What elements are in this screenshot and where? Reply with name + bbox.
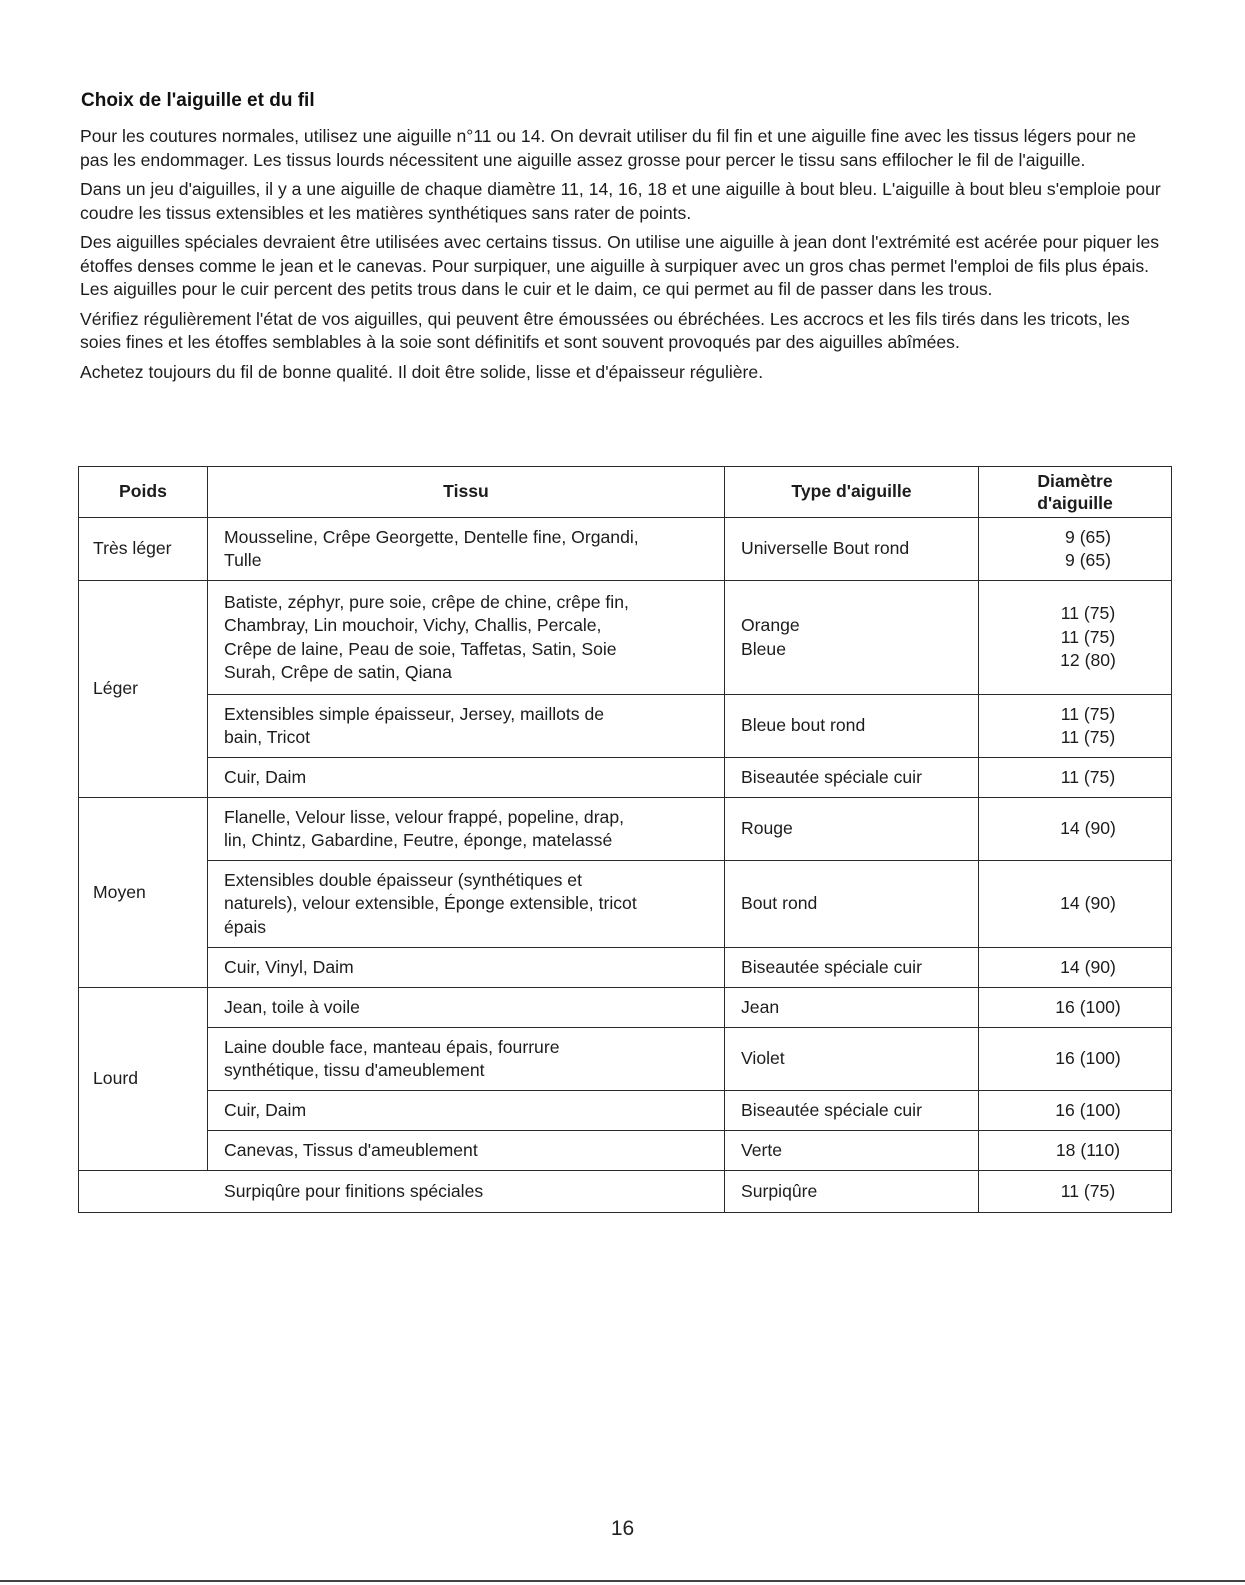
needle-cell: Bout rond	[725, 861, 979, 948]
table-row	[79, 1091, 1172, 1131]
fabric-text: Extensibles double épaisseur (synthétiques et naturels), velour extensible, Éponge extensible, tricot épais	[224, 869, 637, 937]
needle-cell: Verte	[725, 1131, 979, 1171]
fabric-cell	[208, 861, 725, 948]
table-row	[79, 988, 1172, 1028]
fabric-text: Extensibles simple épaisseur, Jersey, maillots de bain, Tricot	[224, 703, 605, 747]
header-diameter	[979, 467, 1172, 518]
needle-cell: Violet	[725, 1028, 979, 1091]
table-row	[79, 861, 1172, 948]
fabric-cell	[208, 1028, 725, 1091]
diameter-text: 11 (75) 11 (75) 12 (80)	[1060, 603, 1116, 671]
table-row	[79, 1131, 1172, 1171]
diameter-text: 9 (65) 9 (65)	[1065, 526, 1111, 570]
needle-cell: Rouge	[725, 798, 979, 861]
fabric-text: Batiste, zéphyr, pure soie, crêpe de chine, crêpe fin, Chambray, Lin mouchoir, Vichy, Challis, Percale, Crêpe de laine, Peau de soie, Taffetas, Satin, Soie Surah, Crêpe de satin, Qiana	[224, 591, 629, 682]
fabric-text: Flanelle, Velour lisse, velour frappé, popeline, drap, lin, Chintz, Gabardine, Feutre, éponge, matelassé	[224, 806, 625, 850]
needle-cell: Biseautée spéciale cuir	[725, 758, 979, 798]
fabric-text: Surpiqûre pour finitions spéciales	[224, 1180, 484, 1201]
section-title: Choix de l'aiguille et du fil	[81, 90, 315, 111]
bottom-rule	[0, 1580, 1245, 1582]
fabric-cell: Canevas, Tissus d'ameublement	[208, 1131, 725, 1171]
table-row	[79, 581, 1172, 695]
weight-cell: Léger	[79, 581, 208, 798]
needle-cell: Bleue bout rond	[725, 695, 979, 758]
fabric-text: Mousseline, Crêpe Georgette, Dentelle fine, Organdi, Tulle	[224, 526, 639, 570]
table-row	[79, 695, 1172, 758]
fabric-text: Laine double face, manteau épais, fourrure synthétique, tissu d'ameublement	[224, 1036, 560, 1080]
paragraph-normal-seams: Pour les coutures normales, utilisez une aiguille n°11 ou 14. On devrait utiliser du fil fin et une aiguille fine avec les tissus légers pour ne pas les endommager. Les tissus lourds nécessitent une aiguille assez grosse pour percer le tissu sans effilocher le fil de l'aiguille.	[80, 126, 1137, 170]
table-row	[79, 1028, 1172, 1091]
fabric-cell	[79, 1171, 725, 1213]
diameter-cell: 16 (100)	[979, 1028, 1172, 1091]
needle-cell: Surpiqûre	[725, 1171, 979, 1213]
fabric-cell	[208, 695, 725, 758]
table-header-row	[79, 467, 1172, 518]
needle-cell: Biseautée spéciale cuir	[725, 1091, 979, 1131]
fabric-cell	[208, 581, 725, 695]
fabric-cell	[208, 798, 725, 861]
header-weight: Poids	[79, 467, 208, 518]
diameter-text: 11 (75) 11 (75)	[1060, 703, 1116, 747]
paragraph-check-needles: Vérifiez régulièrement l'état de vos aiguilles, qui peuvent être émoussées ou ébréchées. Les accrocs et les fils tirés dans les tricots, les soies fines et les étoffes semblables à la soie sont définitifs et sont souvent provoqués par des aiguilles abîmées.	[80, 308, 1130, 352]
fabric-cell: Jean, toile à voile	[208, 988, 725, 1028]
table-row	[79, 1171, 1172, 1213]
fabric-cell: Cuir, Daim	[208, 758, 725, 798]
needle-cell: Jean	[725, 988, 979, 1028]
diameter-cell	[979, 518, 1172, 581]
weight-cell: Lourd	[79, 988, 208, 1171]
needle-thread-table	[78, 466, 1172, 1213]
needle-text: Orange Bleue	[741, 615, 800, 659]
paragraph-thread-quality: Achetez toujours du fil de bonne qualité. Il doit être solide, lisse et d'épaisseur régulière.	[80, 361, 764, 382]
needle-cell: Biseautée spéciale cuir	[725, 948, 979, 988]
needle-cell	[725, 581, 979, 695]
section-body	[80, 125, 1165, 390]
table-row	[79, 948, 1172, 988]
diameter-cell: 16 (100)	[979, 1091, 1172, 1131]
table-row	[79, 758, 1172, 798]
fabric-cell	[208, 518, 725, 581]
diameter-cell: 16 (100)	[979, 988, 1172, 1028]
diameter-cell: 18 (110)	[979, 1131, 1172, 1171]
paragraph-needle-set: Dans un jeu d'aiguilles, il y a une aiguille de chaque diamètre 11, 14, 16, 18 et une aiguille à bout bleu. L'aiguille à bout bleu s'emploie pour coudre les tissus extensibles et les matières synthétiques sans rater de points.	[80, 179, 1161, 223]
needle-cell: Universelle Bout rond	[725, 518, 979, 581]
header-needle-type: Type d'aiguille	[725, 467, 979, 518]
weight-cell: Très léger	[79, 518, 208, 581]
paragraph-special-needles: Des aiguilles spéciales devraient être utilisées avec certains tissus. On utilise une aiguille à jean dont l'extrémité est acérée pour piquer les étoffes denses comme le jean et le canevas. Pour surpiquer, une aiguille à surpiquer avec un gros chas permet l'emploi de fils plus épais. Les aiguilles pour le cuir percent des petits trous dans le cuir et le daim, ce qui permet au fil de passer dans les trous.	[80, 232, 1160, 299]
table-row	[79, 798, 1172, 861]
diameter-cell: 14 (90)	[979, 948, 1172, 988]
diameter-cell: 11 (75)	[979, 758, 1172, 798]
diameter-cell	[979, 695, 1172, 758]
diameter-cell: 11 (75)	[979, 1171, 1172, 1213]
fabric-cell: Cuir, Daim	[208, 1091, 725, 1131]
diameter-cell: 14 (90)	[979, 798, 1172, 861]
table-row	[79, 518, 1172, 581]
diameter-cell	[979, 581, 1172, 695]
header-diameter-text: Diamètre d'aiguille	[1037, 471, 1113, 513]
weight-cell: Moyen	[79, 798, 208, 988]
fabric-cell: Cuir, Vinyl, Daim	[208, 948, 725, 988]
diameter-cell: 14 (90)	[979, 861, 1172, 948]
page-number: 16	[610, 1517, 635, 1540]
header-fabric: Tissu	[208, 467, 725, 518]
